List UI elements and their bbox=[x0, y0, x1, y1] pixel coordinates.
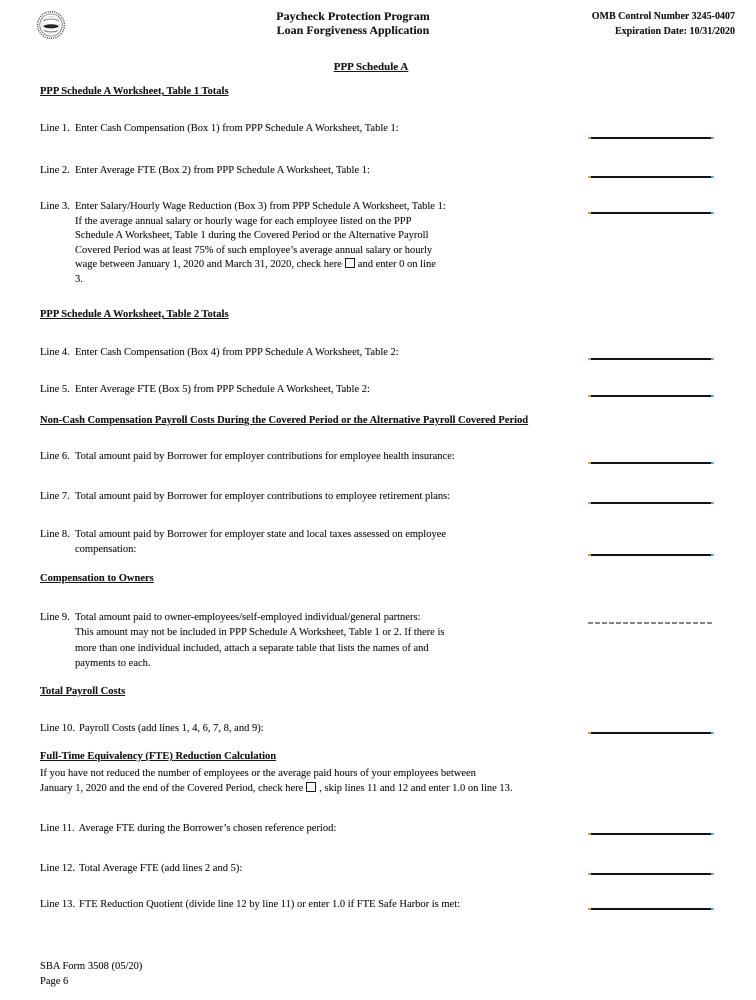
sba-seal-logo bbox=[36, 10, 66, 40]
line-9-text: Total amount paid to owner-employees/self-employed individual/general partners: bbox=[75, 612, 421, 623]
line-10-row bbox=[40, 722, 264, 737]
line-5-label: Line 5. bbox=[40, 384, 70, 395]
fte-intro-line1: If you have not reduced the number of employees or the average paid hours of your employees between bbox=[40, 768, 476, 779]
line-9-note-line3: payments to each. bbox=[75, 658, 151, 670]
line-3-note-line1: If the average annual salary or hourly wage for each employee listed on the PPP bbox=[75, 215, 412, 227]
line-8-label: Line 8. bbox=[40, 529, 70, 540]
line-3-label: Line 3. bbox=[40, 201, 70, 212]
line-12-entry-blank[interactable] bbox=[588, 873, 714, 875]
line-8-entry-blank[interactable] bbox=[588, 554, 714, 556]
section-heading-table1-totals: PPP Schedule A Worksheet, Table 1 Totals bbox=[40, 86, 229, 97]
line-9-entry-blank[interactable] bbox=[588, 622, 714, 624]
footer-form-number: SBA Form 3508 (05/20) bbox=[40, 961, 143, 972]
line-8-text-line1: Total amount paid by Borrower for employer state and local taxes assessed on employee bbox=[75, 529, 447, 540]
line-2-row bbox=[40, 164, 370, 179]
line-6-text: Total amount paid by Borrower for employer contributions for employee health insurance: bbox=[75, 451, 455, 462]
line-5-text: Enter Average FTE (Box 5) from PPP Schedule A Worksheet, Table 2: bbox=[75, 384, 370, 395]
line-13-label: Line 13. bbox=[40, 899, 75, 910]
line-11-row bbox=[40, 822, 336, 837]
line-10-label: Line 10. bbox=[40, 723, 75, 734]
doc-title-text: PPP Schedule A bbox=[333, 61, 409, 73]
line-13-row bbox=[40, 898, 460, 913]
line-13-text: FTE Reduction Quotient (divide line 12 by line 11) or enter 1.0 if FTE Safe Harbor is met: bbox=[79, 899, 461, 910]
line-11-text: Average FTE during the Borrower’s chosen reference period: bbox=[78, 823, 337, 834]
line-5-row bbox=[40, 383, 370, 398]
fte-intro-line2-post: , skip lines 11 and 12 and enter 1.0 on line 13. bbox=[319, 783, 513, 794]
line-3-note-line5: 3. bbox=[75, 273, 83, 285]
omb-expiration-date: Expiration Date: 10/31/2020 bbox=[615, 26, 735, 37]
line-3-text: Enter Salary/Hourly Wage Reduction (Box 3) from PPP Schedule A Worksheet, Table 1: bbox=[75, 201, 446, 212]
section-heading-noncash: Non-Cash Compensation Payroll Costs During the Covered Period or the Alternative Payroll Covered Period bbox=[40, 415, 529, 426]
line-6-label: Line 6. bbox=[40, 451, 70, 462]
line-9-note-line2: more than one individual included, attach a separate table that lists the names of and bbox=[75, 642, 429, 654]
line-1-label: Line 1. bbox=[40, 123, 70, 134]
line-1-entry-blank[interactable] bbox=[588, 137, 714, 139]
line-4-label: Line 4. bbox=[40, 347, 70, 358]
line-11-label: Line 11. bbox=[40, 823, 75, 834]
line-8-text-line2: compensation: bbox=[75, 543, 137, 555]
line-12-row bbox=[40, 862, 242, 877]
checkbox-icon[interactable] bbox=[306, 782, 316, 792]
line-10-text: Payroll Costs (add lines 1, 4, 6, 7, 8, and 9): bbox=[79, 723, 264, 734]
line-11-entry-blank[interactable] bbox=[588, 833, 714, 835]
line-12-text: Total Average FTE (add lines 2 and 5): bbox=[79, 863, 243, 874]
line-3-note-line2: Schedule A Worksheet, Table 1 during the Covered Period or the Alternative Payroll bbox=[75, 230, 429, 242]
header-title-line1: Paycheck Protection Program bbox=[276, 9, 430, 23]
sba-seal-icon bbox=[36, 10, 66, 40]
line-3-note-line4-pre: wage between January 1, 2020 and March 31, 2020, check here bbox=[75, 259, 342, 271]
line-8-row bbox=[40, 528, 446, 557]
line-6-entry-blank[interactable] bbox=[588, 462, 714, 464]
line-3-entry-blank[interactable] bbox=[588, 212, 714, 214]
section-heading-owners: Compensation to Owners bbox=[40, 573, 154, 584]
section-heading-table2-totals: PPP Schedule A Worksheet, Table 2 Totals bbox=[40, 309, 229, 320]
line-7-text: Total amount paid by Borrower for employer contributions to employee retirement plans: bbox=[75, 491, 451, 502]
form-header-title bbox=[203, 9, 503, 37]
fte-intro-line2-pre: January 1, 2020 and the end of the Covered Period, check here bbox=[40, 783, 304, 794]
fte-intro-line2 bbox=[40, 781, 513, 796]
line-2-label: Line 2. bbox=[40, 165, 70, 176]
line-9-note bbox=[75, 625, 444, 671]
footer-page-number: Page 6 bbox=[40, 976, 69, 987]
line-9-row bbox=[40, 610, 444, 672]
omb-control-number: OMB Control Number 3245-0407 bbox=[591, 11, 735, 22]
line-1-row bbox=[40, 122, 399, 137]
line-3-note-line3: Covered Period was at least 75% of such employee’s average annual salary or hourly bbox=[75, 244, 433, 256]
line-2-entry-blank[interactable] bbox=[588, 176, 714, 178]
line-9-label: Line 9. bbox=[40, 612, 70, 623]
line-3-note bbox=[75, 215, 446, 288]
fte-intro bbox=[40, 766, 513, 796]
doc-title bbox=[0, 60, 742, 75]
line-3-note-line4-post: and enter 0 on line bbox=[357, 259, 436, 271]
section-heading-total-payroll: Total Payroll Costs bbox=[40, 686, 126, 697]
line-7-label: Line 7. bbox=[40, 491, 70, 502]
line-13-entry-blank[interactable] bbox=[588, 908, 714, 910]
line-6-row bbox=[40, 450, 455, 465]
page-footer bbox=[40, 959, 142, 989]
line-7-entry-blank[interactable] bbox=[588, 502, 714, 504]
line-9-note-line1: This amount may not be included in PPP Schedule A Worksheet, Table 1 or 2. If there is bbox=[75, 627, 445, 639]
header-title-line2: Loan Forgiveness Application bbox=[276, 23, 430, 37]
line-4-entry-blank[interactable] bbox=[588, 358, 714, 360]
line-3-row bbox=[40, 200, 446, 288]
line-7-row bbox=[40, 490, 450, 505]
line-4-row bbox=[40, 346, 399, 361]
section-heading-fte: Full-Time Equivalency (FTE) Reduction Calculation bbox=[40, 751, 277, 762]
line-4-text: Enter Cash Compensation (Box 4) from PPP Schedule A Worksheet, Table 2: bbox=[75, 347, 399, 358]
omb-block bbox=[480, 9, 735, 39]
line-1-text: Enter Cash Compensation (Box 1) from PPP Schedule A Worksheet, Table 1: bbox=[75, 123, 399, 134]
line-10-entry-blank[interactable] bbox=[588, 732, 714, 734]
line-3-note-line4 bbox=[75, 258, 446, 273]
line-2-text: Enter Average FTE (Box 2) from PPP Schedule A Worksheet, Table 1: bbox=[75, 165, 370, 176]
line-5-entry-blank[interactable] bbox=[588, 395, 714, 397]
line-12-label: Line 12. bbox=[40, 863, 75, 874]
checkbox-icon[interactable] bbox=[345, 258, 355, 268]
